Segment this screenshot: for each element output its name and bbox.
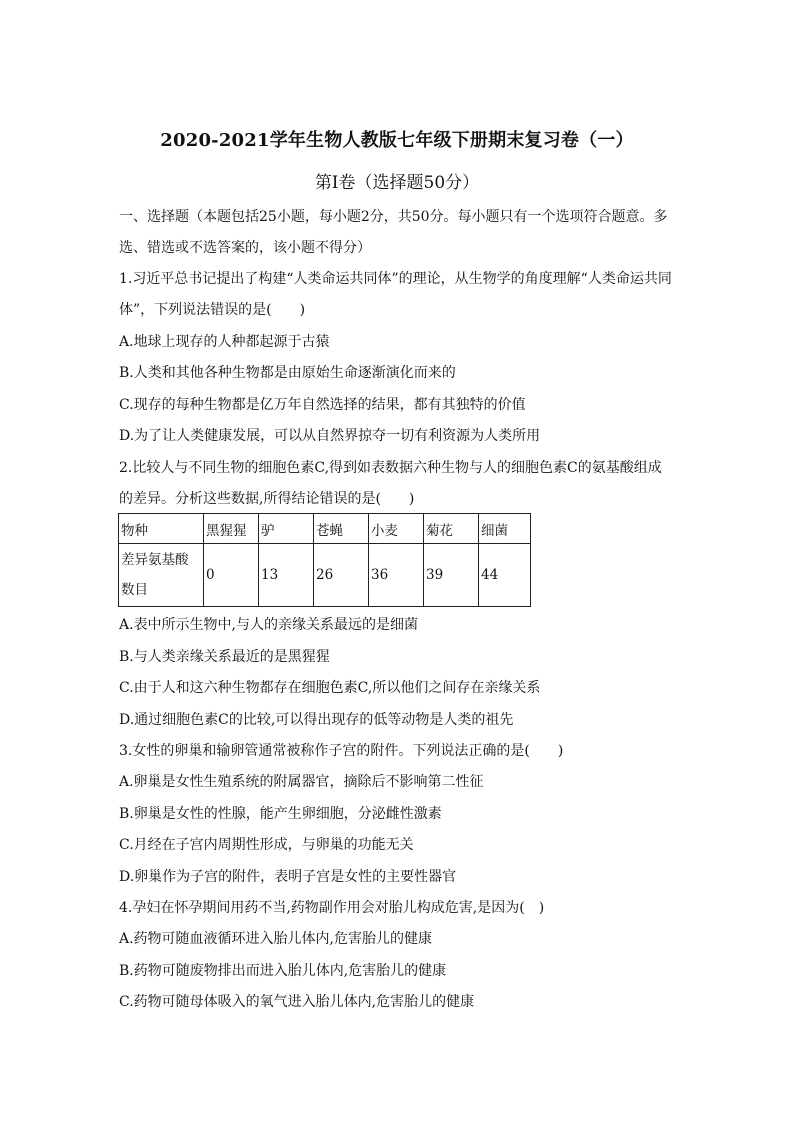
q3-option-a: A.卵巢是女性生殖系统的附属器官，摘除后不影响第二性征 xyxy=(119,774,484,790)
table-header-cell: 驴 xyxy=(259,514,314,544)
q4-stem: 4.孕妇在怀孕期间用药不当,药物副作用会对胎儿构成危害,是因为( ) xyxy=(119,900,545,916)
q4-option-a: A.药物可随血液循环进入胎儿体内,危害胎儿的健康 xyxy=(119,931,433,947)
row-label-line-2: 数目 xyxy=(121,582,148,598)
q3-option-d: D.卵巢作为子宫的附件，表明子宫是女性的主要性器官 xyxy=(119,869,457,885)
table-header-cell: 物种 xyxy=(119,514,204,544)
table-cell: 44 xyxy=(479,544,531,607)
q2-option-d: D.通过细胞色素C的比较,可以得出现存的低等动物是人类的祖先 xyxy=(119,712,514,728)
q1-option-d: D.为了让人类健康发展，可以从自然界掠夺一切有利资源为人类所用 xyxy=(119,428,541,444)
section-title: 第Ⅰ卷（选择题50分） xyxy=(314,173,480,193)
row-label-line-1: 差异氨基酸 xyxy=(121,552,189,568)
table-cell: 13 xyxy=(259,544,314,607)
q2-option-a: A.表中所示生物中,与人的亲缘关系最远的是细菌 xyxy=(119,617,419,633)
q2-stem-line-1: 2.比较人与不同生物的细胞色素C,得到如表数据六种生物与人的细胞色素C的氨基酸组成 xyxy=(119,460,662,476)
table-header-cell: 细菌 xyxy=(479,514,531,544)
q2-option-b: B.与人类亲缘关系最近的是黑猩猩 xyxy=(119,649,330,665)
table-row xyxy=(119,544,531,607)
exam-title: 2020-2021学年生物人教版七年级下册期末复习卷（一） xyxy=(160,130,634,151)
q3-option-b: B.卵巢是女性的性腺，能产生卵细胞，分泌雌性激素 xyxy=(119,806,442,822)
instructions-line-1: 一、选择题（本题包括25小题，每小题2分，共50分。每小题只有一个选项符合题意。多 xyxy=(119,209,668,225)
q1-option-c: C.现存的每种生物都是亿万年自然选择的结果，都有其独特的价值 xyxy=(119,397,526,413)
table-cell: 26 xyxy=(314,544,369,607)
q2-option-c: C.由于人和这六种生物都存在细胞色素C,所以他们之间存在亲缘关系 xyxy=(119,680,541,696)
q1-option-a: A.地球上现存的人种都起源于古猿 xyxy=(119,334,330,350)
table-cell: 0 xyxy=(204,544,259,607)
table-header-cell: 黑猩猩 xyxy=(204,514,259,544)
q2-stem-line-2: 的差异。分析这些数据,所得结论错误的是( ) xyxy=(119,491,415,507)
table-cell: 36 xyxy=(369,544,424,607)
table-header-cell: 苍蝇 xyxy=(314,514,369,544)
q1-option-b: B.人类和其他各种生物都是由原始生命逐渐演化而来的 xyxy=(119,365,456,381)
instructions-line-2: 选、错选或不选答案的，该小题不得分） xyxy=(119,240,371,256)
q4-option-b: B.药物可随废物排出而进入胎儿体内,危害胎儿的健康 xyxy=(119,963,447,979)
q1-stem-line-1: 1.习近平总书记提出了构建“人类命运共同体”的理论，从生物学的角度理解“人类命运共同 xyxy=(119,271,672,287)
table-header-cell: 小麦 xyxy=(369,514,424,544)
amino-acid-table xyxy=(118,513,531,607)
table-row-label xyxy=(119,544,204,607)
table-header-cell: 菊花 xyxy=(424,514,479,544)
q3-stem: 3.女性的卵巢和输卵管通常被称作子宫的附件。下列说法正确的是( ) xyxy=(119,743,564,759)
q4-option-c: C.药物可随母体吸入的氧气进入胎儿体内,危害胎儿的健康 xyxy=(119,994,475,1010)
table-header-row xyxy=(119,514,531,544)
table-cell: 39 xyxy=(424,544,479,607)
q1-stem-line-2: 体”，下列说法错误的是( ) xyxy=(119,302,306,318)
q3-option-c: C.月经在子宫内周期性形成，与卵巢的功能无关 xyxy=(119,837,414,853)
